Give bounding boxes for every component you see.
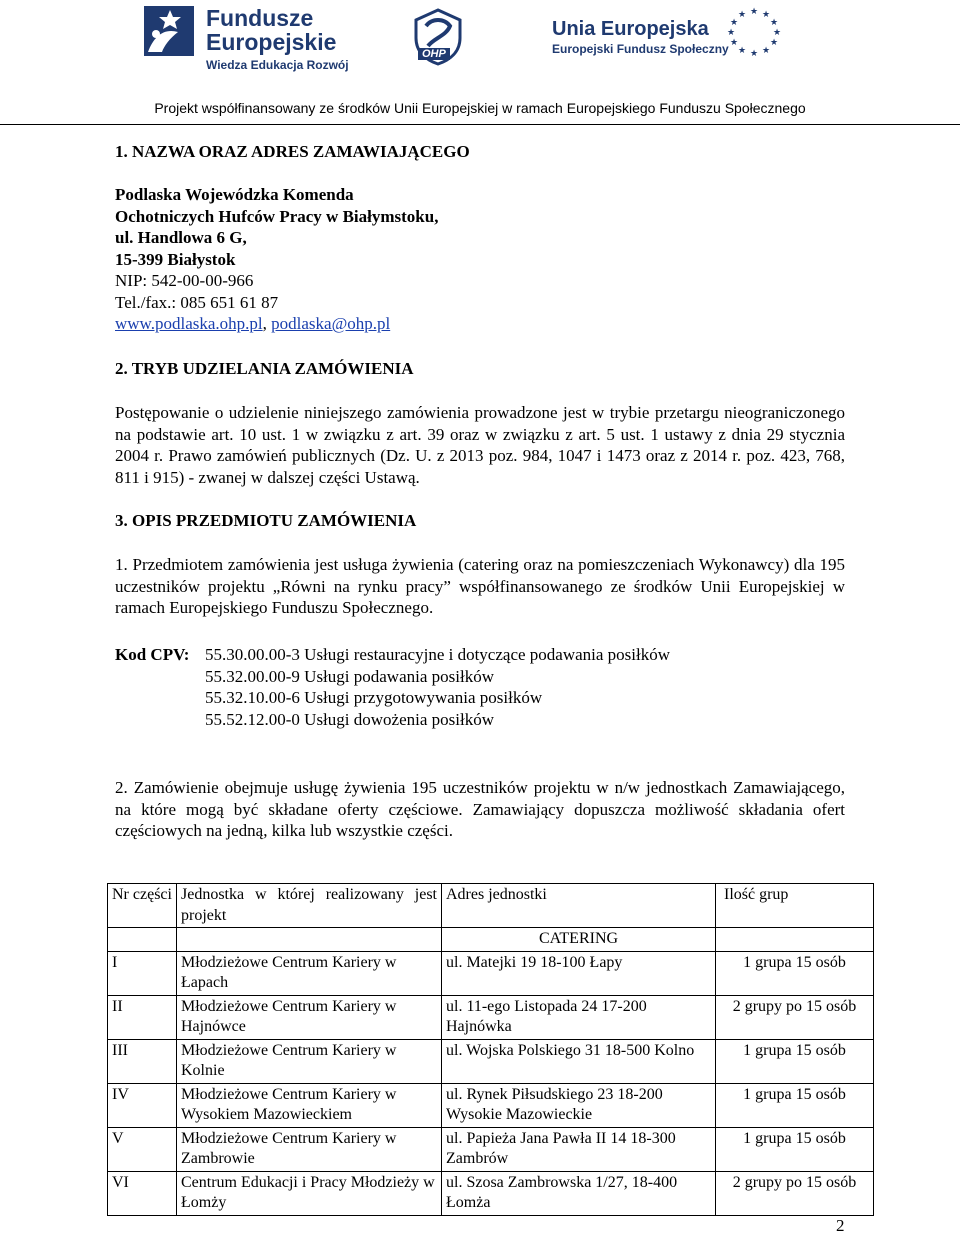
svg-text:★: ★ [726, 28, 736, 38]
row-groups: 1 grupa 15 osób [716, 1083, 874, 1127]
svg-text:★: ★ [761, 10, 771, 20]
ue-logo-line1: Unia Europejska [552, 18, 709, 40]
fe-logo-line3: Wiedza Edukacja Rozwój [206, 58, 349, 72]
subject-paragraph-1: 1. Przedmiotem zamówienia jest usługa żywienia (catering oraz na pomieszczeniach Wykonawcy) dla 195 uczestników projektu „Równi na rynku pracy” współfinansowanego ze środków Unii Europejskiej w ramach Europejskiego Funduszu Społecznego. [115, 555, 845, 617]
cpv-code-item: 55.30.00.00-3 Usługi restauracyjne i dotyczące podawania posiłków [205, 645, 671, 664]
project-cofinancing-line: Projekt współfinansowany ze środków Unii Europejskiej w ramach Europejskiego Funduszu Społecznego [154, 100, 806, 116]
cpv-code-item: 55.32.10.00-6 Usługi przygotowywania posiłków [205, 688, 543, 707]
cpv-code-item: 55.52.12.00-0 Usługi dowożenia posiłków [205, 709, 494, 729]
ohp-logo-text: OHP [418, 48, 450, 60]
section-2-heading: 2. TRYB UDZIELANIA ZAMÓWIENIA [115, 359, 414, 378]
authority-web-email [115, 313, 535, 335]
row-unit: Młodzieżowe Centrum Kariery w Kolnie [177, 1039, 442, 1083]
row-groups: 1 grupa 15 osób [716, 1039, 874, 1083]
section-1-heading: 1. NAZWA ORAZ ADRES ZAMAWIAJĄCEGO [115, 142, 470, 161]
fundusze-europejskie-logo-text [206, 6, 349, 73]
authority-name-line2: Ochotniczych Hufców Pracy w Białymstoku, [115, 206, 439, 226]
section-3-heading: 3. OPIS PRZEDMIOTU ZAMÓWIENIA [115, 511, 417, 530]
table-row [108, 1039, 874, 1083]
svg-text:★: ★ [769, 38, 779, 48]
row-unit: Młodzieżowe Centrum Kariery w Łapach [177, 951, 442, 995]
svg-text:★: ★ [729, 18, 739, 28]
table-subheader-row [108, 928, 874, 952]
subject-paragraph-2: 2. Zamówienie obejmuje usługę żywienia 195 uczestników projektu w n/w jednostkach Zamawiającego, na które mogą być składane oferty częściowe. Zamawiający dopuszcza możliwość składania ofert częściowych na jedną, kilka lub wszystkie części. [115, 778, 845, 840]
empty-cell [177, 928, 442, 952]
row-nr: II [108, 995, 177, 1039]
cpv-code-list [205, 644, 670, 730]
svg-text:★: ★ [737, 46, 747, 56]
authority-street: ul. Handlowa 6 G, [115, 228, 247, 247]
catering-subheader: CATERING [442, 928, 716, 952]
table-row [108, 1171, 874, 1215]
cpv-code-label: Kod CPV: [115, 645, 190, 664]
row-nr: V [108, 1127, 177, 1171]
row-nr: I [108, 951, 177, 995]
table-row [108, 1083, 874, 1127]
email-link[interactable]: podlaska@ohp.pl [271, 314, 391, 333]
table-header-row [108, 884, 874, 928]
procedure-text: Postępowanie o udzielenie niniejszego zamówienia prowadzone jest w trybie przetargu nieograniczonego na podstawie art. 10 ust. 1 w związku z art. 39 oraz w związku z art. 5 ust. 1 ustawy z dnia 29 stycznia 2004 r. Prawo zamówień publicznych (Dz. U. z 2013 poz. 984, 1047 i 1473 oraz z 2014 r. poz. 423, 768, 811 i 915) - zwanej w dalszej części Ustawą. [115, 403, 845, 487]
row-address: ul. 11-ego Listopada 24 17-200 Hajnówka [442, 995, 716, 1039]
svg-text:★: ★ [737, 10, 747, 20]
svg-text:★: ★ [769, 18, 779, 28]
row-unit: Młodzieżowe Centrum Kariery w Zambrowie [177, 1127, 442, 1171]
row-nr: IV [108, 1083, 177, 1127]
authority-city: 15-399 Białystok [115, 249, 236, 269]
row-unit: Młodzieżowe Centrum Kariery w Hajnówce [177, 995, 442, 1039]
fe-logo-line2: Europejskie [206, 29, 337, 55]
svg-text:★: ★ [749, 7, 759, 17]
svg-text:★: ★ [749, 49, 759, 58]
empty-cell [716, 928, 874, 952]
row-groups: 1 grupa 15 osób [716, 951, 874, 995]
table-row [108, 951, 874, 995]
row-groups: 1 grupa 15 osób [716, 1127, 874, 1171]
svg-text:★: ★ [772, 28, 782, 38]
row-groups: 2 grupy po 15 osób [716, 995, 874, 1039]
unia-europejska-logo-text [552, 18, 729, 58]
row-groups: 2 grupy po 15 osób [716, 1171, 874, 1215]
row-nr: III [108, 1039, 177, 1083]
cpv-code-item: 55.32.00.00-9 Usługi podawania posiłków [205, 666, 494, 686]
header-nr: Nr części [108, 884, 177, 928]
page-number: 2 [836, 1216, 845, 1235]
authority-name-line1: Podlaska Wojewódzka Komenda [115, 185, 354, 204]
authority-tel: Tel./fax.: 085 651 61 87 [115, 292, 279, 312]
fundusze-europejskie-logo-icon [140, 2, 198, 60]
table-row [108, 995, 874, 1039]
row-address: ul. Rynek Piłsudskiego 23 18-200 Wysokie Mazowieckie [442, 1083, 716, 1127]
row-address: ul. Szosa Zambrowska 1/27, 18-400 Łomża [442, 1171, 716, 1215]
ue-logo-line2: Europejski Fundusz Społeczny [552, 42, 729, 56]
row-address: ul. Papieża Jana Pawła II 14 18-300 Zambrów [442, 1127, 716, 1171]
authority-nip: NIP: 542-00-00-966 [115, 271, 254, 290]
website-link[interactable]: www.podlaska.ohp.pl [115, 314, 263, 333]
header-groups: Ilość grup [716, 884, 874, 928]
row-address: ul. Wojska Polskiego 31 18-500 Kolno [442, 1039, 716, 1083]
link-separator: , [262, 314, 272, 333]
header-unit: Jednostka w której realizowany jest projekt [177, 884, 442, 928]
empty-cell [108, 928, 177, 952]
eu-flag-icon [724, 4, 784, 58]
row-unit: Młodzieżowe Centrum Kariery w Wysokiem Mazowieckiem [177, 1083, 442, 1127]
parts-table [107, 883, 874, 1216]
svg-text:★: ★ [761, 46, 771, 56]
row-nr: VI [108, 1171, 177, 1215]
header-divider [0, 124, 960, 125]
table-row [108, 1127, 874, 1171]
header-address: Adres jednostki [442, 884, 716, 928]
row-unit: Centrum Edukacji i Pracy Młodzieży w Łomży [177, 1171, 442, 1215]
svg-text:★: ★ [729, 38, 739, 48]
row-address: ul. Matejki 19 18-100 Łapy [442, 951, 716, 995]
fe-logo-line1: Fundusze [206, 5, 314, 31]
contracting-authority-address [115, 184, 535, 335]
